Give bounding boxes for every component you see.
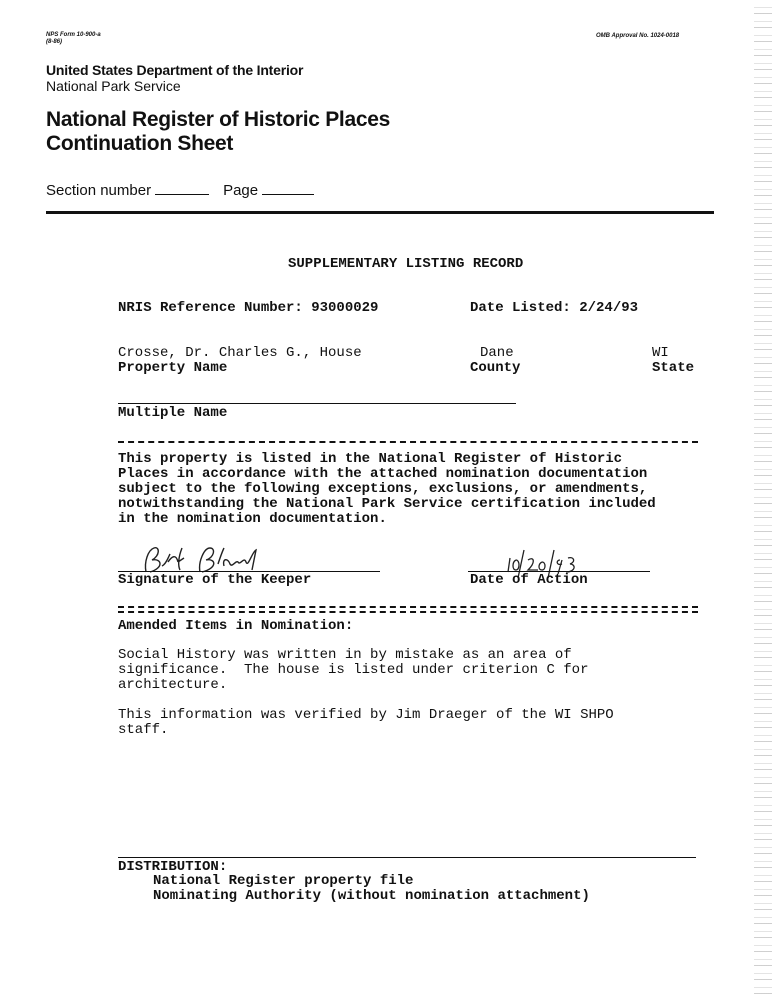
double-rule-top	[118, 606, 698, 608]
distribution-heading: DISTRIBUTION:	[118, 859, 228, 875]
section-number-label: Section number	[46, 182, 152, 199]
amended-heading: Amended Items in Nomination:	[118, 618, 354, 634]
amended-paragraph-2: This information was verified by Jim Draeger of the WI SHPO staff.	[118, 707, 614, 738]
scan-edge-noise	[754, 0, 772, 1000]
multiple-name-line	[118, 403, 516, 404]
county-value: Dane	[480, 345, 514, 361]
property-name-label: Property Name	[118, 360, 228, 376]
department-name: United States Department of the Interior	[46, 62, 304, 78]
state-value: WI	[652, 345, 669, 361]
page-subtitle: Continuation Sheet	[46, 132, 234, 155]
header-rule	[46, 211, 714, 214]
property-name-value: Crosse, Dr. Charles G., House	[118, 345, 362, 361]
page-blank	[262, 182, 314, 195]
section-number-blank	[155, 182, 209, 195]
nris-reference: NRIS Reference Number: 93000029	[118, 300, 379, 316]
service-name: National Park Service	[46, 78, 181, 94]
state-label: State	[652, 360, 695, 376]
county-label: County	[470, 360, 521, 376]
form-number: NPS Form 10-900-a	[46, 32, 101, 38]
date-listed: Date Listed: 2/24/93	[470, 300, 639, 316]
distribution-item-2: Nominating Authority (without nomination attachment)	[153, 888, 590, 904]
listing-statement: This property is listed in the National Register of Historic Places in accordance with the attached nomination documentation subject to the following exceptions, exclusions, or amendments, notwithstanding the National Park Service certification included in the nomination documentation.	[118, 451, 656, 527]
section-page-fields	[46, 182, 328, 199]
omb-approval: OMB Approval No. 1024-0018	[596, 33, 680, 39]
signature-label: Signature of the Keeper	[118, 572, 312, 588]
distribution-rule	[118, 857, 696, 858]
dashed-separator	[118, 441, 698, 443]
record-heading: SUPPLEMENTARY LISTING RECORD	[288, 256, 524, 272]
page-title: National Register of Historic Places	[46, 108, 390, 131]
form-revision: (8-86)	[46, 39, 63, 45]
page-label: Page	[223, 182, 259, 199]
double-rule-bottom	[118, 611, 698, 613]
amended-paragraph-1: Social History was written in by mistake as an area of significance. The house is listed under criterion C for architecture.	[118, 647, 589, 693]
multiple-name-label: Multiple Name	[118, 405, 228, 421]
date-of-action-label: Date of Action	[470, 572, 588, 588]
distribution-item-1: National Register property file	[153, 873, 414, 889]
